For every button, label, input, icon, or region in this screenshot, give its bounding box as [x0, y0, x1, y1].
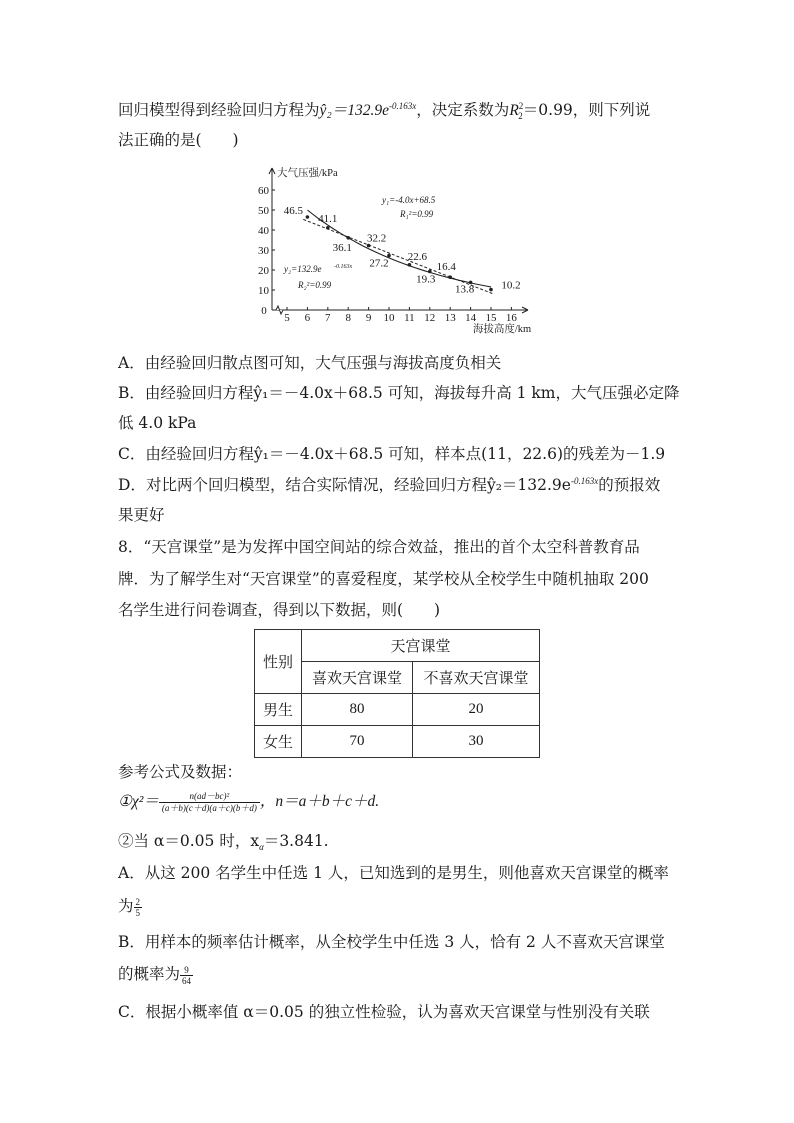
q7-r2-value: ＝0.99，则下列说	[522, 101, 651, 119]
q7-option-b-letter: B．	[118, 384, 145, 402]
q8-option-b-cont	[118, 963, 193, 986]
y-tick-label: 50	[258, 205, 269, 217]
q8-option-c[interactable]	[118, 1001, 650, 1023]
q7-option-b[interactable]	[118, 382, 680, 404]
q8-option-b-text: 用样本的频率估计概率，从全校学生中任选 3 人，恰有 2 人不喜欢天宫课堂	[144, 933, 665, 951]
q7-option-c-letter: C．	[118, 445, 146, 463]
pressure-altitude-chart	[250, 160, 540, 340]
data-point	[448, 275, 452, 279]
exp-model-label: y₂=132.9e	[284, 264, 322, 274]
q7-intro-line2: 法正确的是( )	[118, 131, 239, 149]
q7-option-b-text: 由经验回归方程ŷ₁＝－4.0x＋68.5 可知，海拔每升高 1 km，大气压强必定降	[144, 384, 680, 402]
table-cell: 30	[413, 726, 540, 758]
q8-option-c-letter: C．	[118, 1003, 146, 1021]
x-tick-label: 5	[284, 312, 290, 324]
q7-option-d-letter: D．	[118, 476, 146, 494]
x-tick-label: 8	[345, 312, 351, 324]
chi-square-formula	[118, 790, 379, 814]
q7-r2-label: R	[509, 102, 519, 119]
q8-line3: 名学生进行问卷调查，得到以下数据，则( )	[118, 601, 441, 619]
q7-option-a-text: 由经验回归散点图可知，大气压强与海拔高度负相关	[144, 354, 502, 372]
table-row-label: 女生	[255, 726, 302, 758]
table-row	[255, 694, 540, 726]
critical-value-sub: α	[259, 842, 264, 853]
exp-model-exponent: -0.163x	[334, 264, 353, 270]
y-tick-label: 60	[258, 185, 269, 197]
formula-denominator: (a＋b)(c＋d)(a＋c)(b＋d)	[161, 802, 257, 813]
q8-line1	[118, 536, 640, 558]
data-point	[489, 288, 493, 292]
q7-intro-eq2: ŷ₂＝132.9e	[319, 102, 390, 119]
q8-line2: 牌．为了解学生对“天宫课堂”的喜爱程度，某学校从全校学生中随机抽取 200	[118, 570, 649, 588]
reference-title: 参考公式及数据：	[118, 763, 243, 781]
table-cell: 80	[302, 694, 413, 726]
x-tick-label: 15	[485, 312, 497, 324]
y-tick-label: 20	[258, 265, 269, 277]
x-tick-label: 16	[505, 312, 517, 324]
q8-option-b-text2: 的概率为	[118, 965, 181, 983]
y-tick-label: 10	[258, 285, 269, 297]
q8-line1-text: “天宫课堂”是为发挥中国空间站的综合效益，推出的首个太空科普教育品	[143, 538, 640, 556]
data-label: 41.1	[318, 212, 338, 225]
linear-model-r2: R₁²=0.99	[400, 209, 434, 219]
data-point	[346, 236, 350, 240]
axis-break-mark	[276, 306, 283, 314]
q7-option-a-letter: A．	[118, 354, 145, 372]
q8-option-a-cont	[118, 895, 142, 918]
q8-option-b-fraction	[180, 965, 193, 986]
table-header-gender: 性别	[255, 630, 302, 694]
data-label: 13.8	[454, 283, 475, 296]
table-col-like: 喜欢天宫课堂	[302, 662, 413, 694]
data-label: 22.6	[407, 250, 428, 263]
fraction-numerator: 9	[180, 965, 193, 976]
formula-prefix: ①χ²＝	[118, 793, 159, 810]
linear-model-label: y₁=-4.0x+68.5	[382, 195, 436, 205]
table-row	[255, 726, 540, 758]
x-tick-label: 11	[404, 312, 415, 324]
q8-option-a-fraction	[134, 897, 143, 918]
data-label: 19.3	[416, 273, 436, 286]
formula-fraction	[159, 791, 260, 814]
table-cell: 20	[413, 694, 540, 726]
origin-label: 0	[261, 305, 267, 317]
x-tick-label: 14	[465, 312, 477, 324]
table-header-group: 天宫课堂	[302, 630, 540, 662]
x-axis-label: 海拔高度/km	[472, 324, 532, 335]
table-col-dislike: 不喜欢天宫课堂	[413, 662, 540, 694]
formula-numerator: n(ad－bc)²	[159, 791, 260, 803]
data-point	[326, 226, 330, 230]
exp-model-r2: R₂²=0.99	[298, 280, 332, 290]
fraction-denominator: 64	[182, 975, 192, 986]
fraction-denominator: 5	[135, 907, 141, 918]
table-cell: 70	[302, 726, 413, 758]
q7-option-a[interactable]	[118, 352, 501, 374]
q8-option-a-text: 从这 200 名学生中任选 1 人，已知选到的是男生，则他喜欢天宫课堂的概率	[144, 864, 669, 882]
table-row-label: 男生	[255, 694, 302, 726]
y-axis-label: 大气压强/kPa	[277, 168, 338, 179]
q7-option-b-cont: 低 4.0 kPa	[118, 414, 197, 432]
q8-option-a-letter: A．	[118, 864, 145, 882]
critical-value-text: ②当 α＝0.05 时，x	[118, 832, 260, 850]
q7-option-c-text: 由经验回归方程ŷ₁＝－4.0x＋68.5 可知，样本点(11，22.6)的残差为－1.9	[145, 445, 666, 463]
q7-intro-text2: ，决定系数为	[416, 101, 510, 119]
formula-suffix: ，n＝a＋b＋c＋d.	[259, 793, 380, 810]
critical-value-tail: ＝3.841.	[263, 832, 329, 850]
survey-table	[254, 629, 540, 758]
q7-intro-line1: 回归模型得到经验回归方程为$ŷ_2=132.9e^{-0.163x}$，决定系数为$R^2_2=0.99$，则下列说	[118, 100, 651, 122]
fraction-numerator: 2	[135, 896, 141, 907]
x-tick-label: 13	[444, 312, 456, 324]
q7-option-d-text: 对比两个回归模型，结合实际情况，经验回归方程ŷ₂＝132.9e	[145, 476, 571, 494]
data-point	[408, 263, 412, 267]
q8-option-c-text: 根据小概率值 α＝0.05 的独立性检验，认为喜欢天宫课堂与性别没有关联	[145, 1003, 650, 1021]
q7-intro-eq2-exp: -0.163x	[389, 100, 417, 111]
x-tick-label: 9	[365, 312, 372, 324]
data-label: 32.2	[366, 232, 387, 245]
data-label: 36.1	[332, 241, 352, 254]
q7-option-d-exp: -0.163x	[570, 475, 599, 486]
q8-option-b-letter: B．	[118, 933, 145, 951]
data-point	[306, 215, 310, 219]
data-label: 16.4	[436, 261, 456, 274]
x-tick-label: 7	[325, 312, 331, 324]
x-tick-label: 6	[304, 312, 311, 324]
q7-intro-text: 回归模型得到经验回归方程为	[118, 101, 320, 119]
x-tick-label: 10	[383, 312, 395, 324]
q8-option-b[interactable]	[118, 931, 665, 953]
data-label: 46.5	[283, 205, 304, 217]
q7-option-d-tail: 的预报效	[598, 476, 661, 494]
data-label: 27.2	[369, 257, 389, 270]
q7-option-d[interactable]	[118, 474, 660, 496]
q7-option-c[interactable]	[118, 443, 665, 465]
x-tick-label: 12	[424, 312, 436, 324]
y-tick-label: 40	[258, 225, 269, 237]
q8-option-a[interactable]	[118, 862, 669, 884]
critical-value-line	[118, 830, 329, 852]
data-label: 10.2	[501, 279, 521, 292]
q8-option-a-text2: 为	[118, 897, 134, 915]
q8-number: 8．	[118, 538, 144, 556]
y-tick-label: 30	[258, 245, 269, 257]
q7-option-d-cont: 果更好	[118, 506, 165, 524]
